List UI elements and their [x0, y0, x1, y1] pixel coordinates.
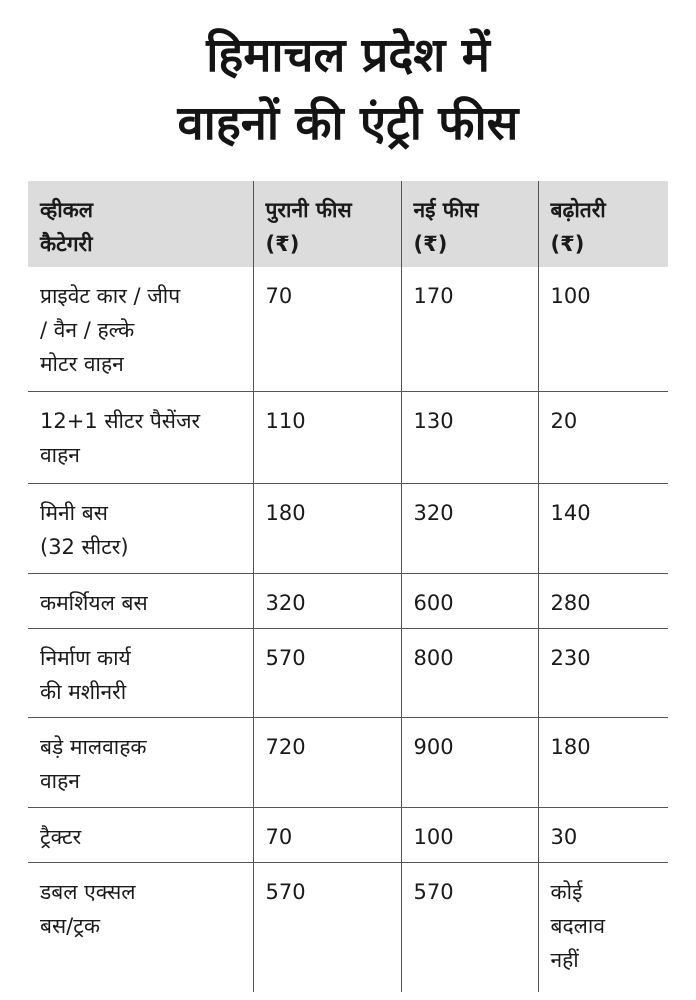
table-row: [28, 573, 668, 628]
cell-text: 30: [550, 824, 578, 849]
cell-text: डबल एक्सल: [40, 879, 136, 904]
header-old-fee: [253, 181, 401, 267]
cell-vehicle-category: [28, 807, 253, 862]
cell-vehicle-category: [28, 391, 253, 483]
table-row: [28, 267, 668, 391]
cell-text: प्राइवेट कार / जीप: [40, 284, 181, 308]
table-row: [28, 717, 668, 807]
cell-text: बदलाव: [550, 913, 605, 938]
cell-text: 12+1 सीटर पैसेंजर: [40, 408, 201, 433]
cell-old-fee: 110: [253, 391, 401, 483]
cell-new-fee: 130: [401, 391, 538, 483]
cell-text: बस/ट्रक: [40, 913, 100, 938]
cell-text: नहीं: [550, 947, 579, 972]
cell-text: 100: [550, 284, 591, 308]
cell-text: कोई: [550, 879, 583, 904]
header-vehicle-category: [28, 181, 253, 267]
cell-increase: [538, 628, 668, 717]
cell-text: मोटर वाहन: [40, 352, 124, 376]
cell-old-fee: 570: [253, 862, 401, 992]
cell-text: (32 सीटर): [40, 534, 129, 559]
cell-vehicle-category: [28, 862, 253, 992]
cell-text: 280: [550, 590, 591, 615]
cell-increase: [538, 267, 668, 391]
cell-new-fee: 800: [401, 628, 538, 717]
page-title-line-2: वाहनों की एंट्री फीस: [177, 96, 519, 151]
cell-text: 20: [550, 408, 578, 433]
header-text: (₹): [550, 232, 585, 256]
cell-new-fee: 570: [401, 862, 538, 992]
cell-new-fee: 900: [401, 717, 538, 807]
cell-text: 180: [550, 734, 591, 759]
header-text: व्हीकल: [40, 198, 94, 222]
cell-text: वाहन: [40, 442, 80, 467]
cell-new-fee: 600: [401, 573, 538, 628]
cell-increase: [538, 391, 668, 483]
cell-text: बड़े मालवाहक: [40, 734, 147, 759]
cell-vehicle-category: [28, 267, 253, 391]
table-row: [28, 391, 668, 483]
cell-text: वाहन: [40, 768, 80, 793]
cell-old-fee: 70: [253, 267, 401, 391]
cell-new-fee: 100: [401, 807, 538, 862]
header-text: कैटेगरी: [40, 232, 93, 256]
cell-new-fee: 170: [401, 267, 538, 391]
cell-increase: [538, 717, 668, 807]
cell-text: ट्रैक्टर: [40, 824, 82, 849]
cell-increase: [538, 573, 668, 628]
cell-new-fee: 320: [401, 483, 538, 573]
cell-text: की मशीनरी: [40, 679, 127, 704]
cell-text: निर्माण कार्य: [40, 645, 131, 670]
page-title-line-1: हिमाचल प्रदेश में: [206, 28, 490, 83]
cell-text: मिनी बस: [40, 500, 108, 525]
header-new-fee: [401, 181, 538, 267]
cell-old-fee: 720: [253, 717, 401, 807]
cell-old-fee: 70: [253, 807, 401, 862]
cell-text: 230: [550, 645, 591, 670]
cell-old-fee: 570: [253, 628, 401, 717]
header-text: पुरानी फीस: [265, 198, 352, 222]
cell-vehicle-category: [28, 573, 253, 628]
table-row: [28, 807, 668, 862]
header-increase: [538, 181, 668, 267]
cell-vehicle-category: [28, 717, 253, 807]
table-row: [28, 862, 668, 992]
cell-increase: [538, 862, 668, 992]
cell-old-fee: 180: [253, 483, 401, 573]
header-text: (₹): [413, 232, 448, 256]
table-row: [28, 628, 668, 717]
entry-fee-table: [28, 181, 668, 992]
table-row: [28, 483, 668, 573]
header-text: (₹): [265, 232, 300, 256]
cell-vehicle-category: [28, 483, 253, 573]
cell-text: कमर्शियल बस: [40, 590, 148, 615]
header-text: बढ़ोतरी: [550, 198, 606, 222]
cell-increase: [538, 483, 668, 573]
cell-vehicle-category: [28, 628, 253, 717]
header-text: नई फीस: [413, 198, 479, 222]
cell-text: 140: [550, 500, 591, 525]
cell-text: / वैन / हल्के: [40, 318, 135, 342]
cell-old-fee: 320: [253, 573, 401, 628]
page-title: [0, 22, 696, 158]
cell-increase: [538, 807, 668, 862]
table-header-row: [28, 181, 668, 267]
